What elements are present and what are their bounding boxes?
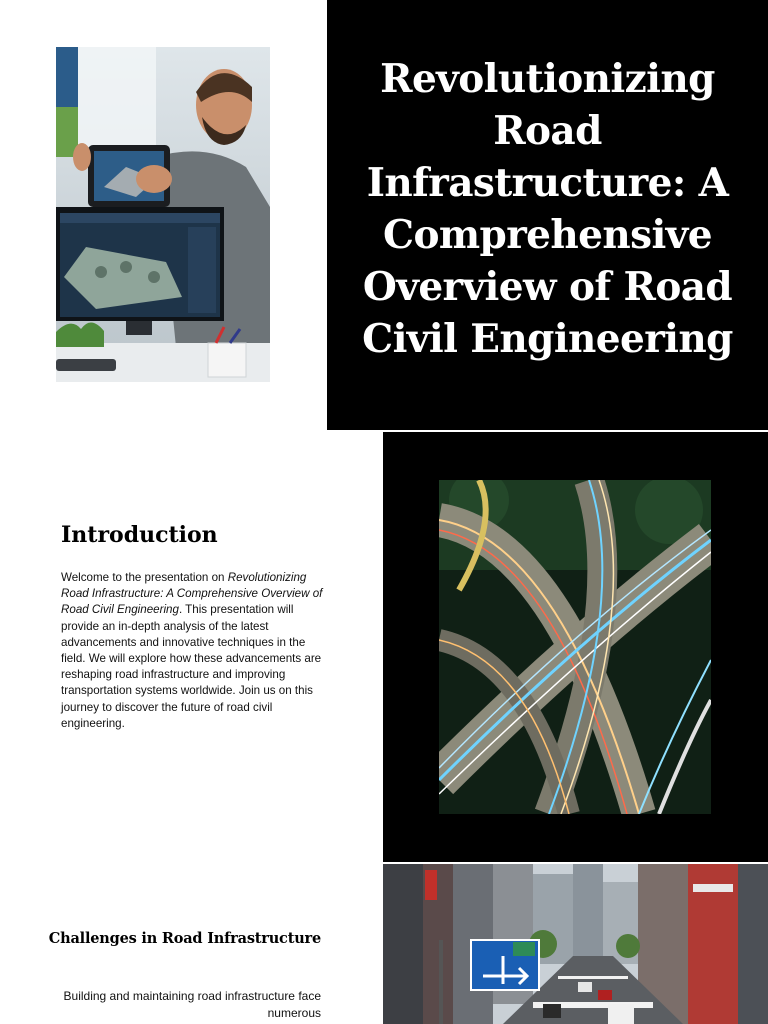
presentation-title: Revolutionizing Road Infrastructure: A Comprehensive Overview of Road Civil Engineering [362, 56, 733, 362]
introduction-lead: Welcome to the presentation on [61, 571, 228, 584]
introduction-title-reference: Revolutionizing Road Infrastructure: A Comprehensive Overview of Road Civil Engineering [61, 571, 323, 617]
highway-photo [439, 480, 711, 814]
photo-highway-illustration [439, 480, 711, 814]
engineer-photo [56, 47, 270, 382]
introduction-body [61, 570, 331, 732]
challenges-heading: Challenges in Road Infrastructure [48, 930, 321, 947]
title-panel [327, 0, 768, 430]
photo-engineer-illustration [56, 47, 270, 382]
challenges-body: Building and maintaining road infrastructure face numerous [63, 989, 321, 1020]
introduction-heading: Introduction [61, 522, 218, 548]
photo-street-illustration [383, 864, 768, 1024]
introduction-rest: . This presentation will provide an in-depth analysis of the latest advancements and innovative techniques in the field. We will explore how these advancements are reshaping road infrastructure and improving transportation systems worldwide. Join us on this journey to discover the future of road civil engineering. [61, 603, 322, 730]
street-photo [383, 864, 768, 1024]
